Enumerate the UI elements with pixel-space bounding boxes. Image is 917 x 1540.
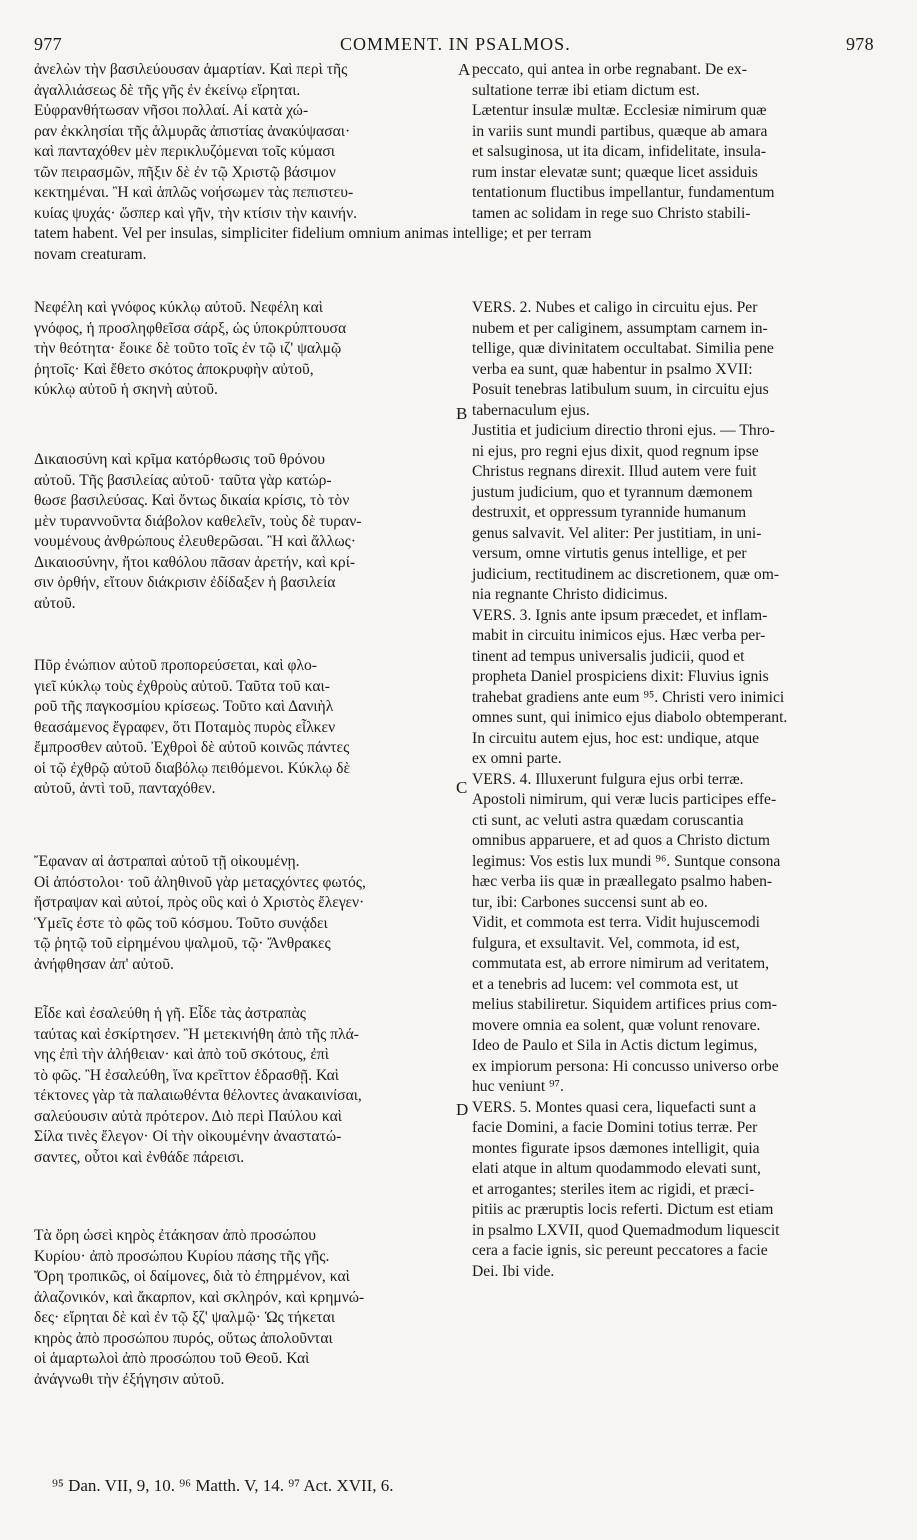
right-page-number: 978 xyxy=(846,34,874,54)
greek-paragraph-2: Νεφέλη καὶ γνόφος κύκλῳ αὐτοῦ. Νεφέλη καὶ γνόφος, ἡ προσληφθεῖσα σάρξ, ὡς ὑποκρύπτουσα τὴν θεότητα· ἔοικε δὲ τοῦτο τοῖς ἐν τῷ ιζ' ψαλμῷ ῥητοῖς· Καὶ ἔθετο σκότος ἀποκρυφὴν αὐτοῦ, κύκλῳ αὐτοῦ ἡ σκηνὴ αὐτοῦ. xyxy=(34,299,347,398)
margin-letter-a: A xyxy=(458,60,471,79)
left-page-number: 977 xyxy=(34,34,62,54)
running-title: COMMENT. IN PSALMOS. xyxy=(340,34,571,54)
margin-letter-d: D xyxy=(456,1100,469,1119)
footnotes: ⁹⁵ Dan. VII, 9, 10. ⁹⁶ Matth. V, 14. ⁹⁷ Act. XVII, 6. xyxy=(52,1476,394,1495)
margin-letter-b: B xyxy=(456,404,468,423)
greek-paragraph-5: Ἔφαναν αἱ ἀστραπαὶ αὐτοῦ τῇ οἰκουμένῃ. Οἱ ἀπόστολοι· τοῦ ἀληθινοῦ γὰρ μεταςχόντες φωτός, ἤστραψαν καὶ αὐτοί, πρὸς οὓς καὶ ὁ Χριστὸς ἔλεγεν· Ὑμεῖς ἐστε τὸ φῶς τοῦ κόσμου. Τοῦτο συνᾴδει τῷ ῥητῷ τοῦ εἰρημένου ψαλμοῦ, τῷ· Ἄνθρακες ἀνήφθησαν ἀπ' αὐτοῦ. xyxy=(34,853,366,973)
greek-paragraph-6: Εἶδε καὶ ἐσαλεύθη ἡ γῆ. Εἶδε τὰς ἀστραπὰς ταύτας καὶ ἐσκίρτησεν. Ἢ μετεκινήθη ἀπὸ τῆς πλά- νης ἐπὶ τὴν ἀλήθειαν· καὶ ἀπὸ τοῦ σκότους, ἐπὶ τὸ φῶς. Ἢ ἐσαλεύθη, ἵνα κρεῖττον ἑδρασθῇ. Καὶ τέκτονες γὰρ τὰ παλαιωθέντα θέλοντες ἀνακαινίσαι, σαλεύουσιν αὐτὰ πρότερον. Διὸ περὶ Παύλου καὶ Σίλα τινὲς ἔλεγον· Οἱ τὴν οἰκουμένην ἀναστατώ- σαντες, οὗτοι καὶ ἐνθάδε πάρεισι. xyxy=(34,1005,362,1166)
margin-letter-c: C xyxy=(456,778,468,797)
latin-paragraph-1: peccato, qui antea in orbe regnabant. De ex- sultatione terræ ibi etiam dictum est. Lætentur insulæ multæ. Ecclesiæ nimirum quæ in variis sunt mundi partibus, quæque ab amara et salsuginosa, ut ita dicam, infidelitate, insula- rum instar elevatæ sunt; quæque licet assiduis tentationum fluctibus impellantur, fundamentum tamen ac solidam in rege suo Christo stabili- xyxy=(472,61,775,222)
greek-paragraph-4: Πῦρ ἐνώπιον αὐτοῦ προπορεύσεται, καὶ φλο- γιεῖ κύκλῳ τοὺς ἐχθροὺς αὐτοῦ. Ταῦτα τοῦ και- ροῦ τῆς παγκοσμίου κρίσεως. Τοῦτο καὶ Δανιὴλ θεασάμενος ἔγραφεν, ὅτι Ποταμὸς πυρὸς εἷλκεν ἔμπροσθεν αὐτοῦ. Ἐχθροὶ δὲ αὐτοῦ κοινῶς πάντες οἱ τῷ ἐχθρῷ αὐτοῦ διαβόλῳ πειθόμενοι. Κύκλῳ δὲ αὐτοῦ, ἀντὶ τοῦ, πανταχόθεν. xyxy=(34,657,351,797)
latin-fullwidth-paragraph: tatem habent. Vel per insulas, simpliciter fidelium omnium animas intellige; et per terram novam creaturam. xyxy=(34,225,592,263)
greek-paragraph-3: Δικαιοσύνη καὶ κρῖμα κατόρθωσις τοῦ θρόνου αὐτοῦ. Τῆς βασιλείας αὐτοῦ· ταῦτα γὰρ κατώρ- θωσε βασιλεύσας. Καὶ ὄντως δικαία κρίσις, τὸ τὸν μὲν τυραννοῦντα διάβολον καθελεῖν, τοὺς δὲ τυραν- νουμένους ἀνθρώπους ἐλευθερῶσαι. Ἢ καὶ ἄλλως· Δικαιοσύνην, ἤτοι καθόλου πᾶσαν ἀρετήν, καὶ κρί- σιν ὀρθήν, εἴτουν διάκρισιν ἐδίδαξεν ἡ βασιλεία αὐτοῦ. xyxy=(34,451,362,612)
latin-paragraph-2: VERS. 2. Nubes et caligo in circuitu ejus. Per nubem et per caliginem, assumptam carnem in- tellige, quæ divinitatem occultabat. Similia pene verba ea sunt, quæ habentur in psalmo XVII: Posuit tenebras latibulum suum, in circuitu ejus tabernaculum ejus. Justitia et judicium directio throni ejus. — Thro- ni ejus, pro regni ejus dixit, quod regnum ipse Christus regnans direxit. Illud autem vere fuit justum judicium, quo et tyrannum dæmonem destruxit, et oppressum tyrannide humanum genus salvavit. Vel aliter: Per justitiam, in uni- versum, omne virtutis genus intellige, et per judicium, rectitudinem ac discretionem, quæ om- nia regnante Christo didicimus. VERS. 3. Ignis ante ipsum præcedet, et inflam- mabit in circuitu inimicos ejus. Hæc verba per- tinent ad tempus universalis judicii, quod et propheta Daniel prospiciens dixit: Fluvius ignis trahebat gradiens ante eum ⁹⁵. Christi vero inimici omnes sunt, qui inimico ejus diabolo obtemperant. In circuitu autem ejus, hoc est: undique, atque ex omni parte. VERS. 4. Illuxerunt fulgura ejus orbi terræ. Apostoli nimirum, qui veræ lucis participes effe- cti sunt, ac veluti astra quædam coruscantia omnibus apparuere, et ad quos a Christo dictum legimus: Vos estis lux mundi ⁹⁶. Suntque consona hæc verba iis quæ in præallegato psalmo haben- tur, ibi: Carbones succensi sunt ab eo. Vidit, et commota est terra. Vidit hujuscemodi fulgura, et exsultavit. Vel, commota, id est, commutata est, ab errore nimirum ad veritatem, et a tenebris ad lucem: vel commota est, ut melius stabiliretur. Siquidem artifices prius com- movere omnia ea solent, quæ volunt renovare. Ideo de Paulo et Sila in Actis dictum legimus, ex impiorum persona: Hi concusso universo orbe huc veniunt ⁹⁷. VERS. 5. Montes quasi cera, liquefacti sunt a facie Domini, a facie Domini totius terræ. Per montes figurate ipsos dæmones intelligit, quia elati atque in altum quodammodo elevati sunt, et arrogantes; steriles item ac rigidi, et præci- pitiis ac præruptis locis referti. Dictum est etiam in psalmo LXVII, quod Quemadmodum liquescit cera a facie ignis, sic pereunt peccatores a facie Dei. Ibi vide. xyxy=(472,299,788,1280)
greek-paragraph-1: ἀνελὼν τὴν βασιλεύουσαν ἁμαρτίαν. Καὶ περὶ τῆς ἀγαλλιάσεως δὲ τῆς γῆς ἐν ἐκείνῳ εἴρηται. Εὐφρανθήτωσαν νῆσοι πολλαί. Αἱ κατὰ χώ- ραν ἐκκλησίαι τῆς ἁλμυρᾶς ἀπιστίας ἀνακύψασαι· καὶ πανταχόθεν μὲν περικλυζόμεναι τοῖς κύμασι τῶν πειρασμῶν, πῆξιν δὲ ἐν τῷ Χριστῷ βάσιμον κεκτημέναι. Ἢ καὶ ἁπλῶς νοήσωμεν τὰς πεπιστευ- κυίας ψυχάς· ὥσπερ καὶ γῆν, τὴν κτίσιν τὴν καινήν. xyxy=(34,61,358,222)
greek-paragraph-7: Τὰ ὄρη ὡσεὶ κηρὸς ἐτάκησαν ἀπὸ προσώπου Κυρίου· ἀπὸ προσώπου Κυρίου πάσης τῆς γῆς. Ὄρη τροπικῶς, οἱ δαίμονες, διὰ τὸ ἐπηρμένον, καὶ ἀλαζονικόν, καὶ ἄκαρπον, καὶ σκληρόν, καὶ κρημνώ- δες· εἴρηται δὲ καὶ ἐν τῷ ξζ' ψαλμῷ· Ὡς τήκεται κηρὸς ἀπὸ προσώπου πυρός, οὕτως ἀπολοῦνται οἱ ἁμαρτωλοὶ ἀπὸ προσώπου τοῦ Θεοῦ. Καὶ ἀνάγνωθι τὴν ἐξήγησιν αὐτοῦ. xyxy=(34,1227,365,1388)
